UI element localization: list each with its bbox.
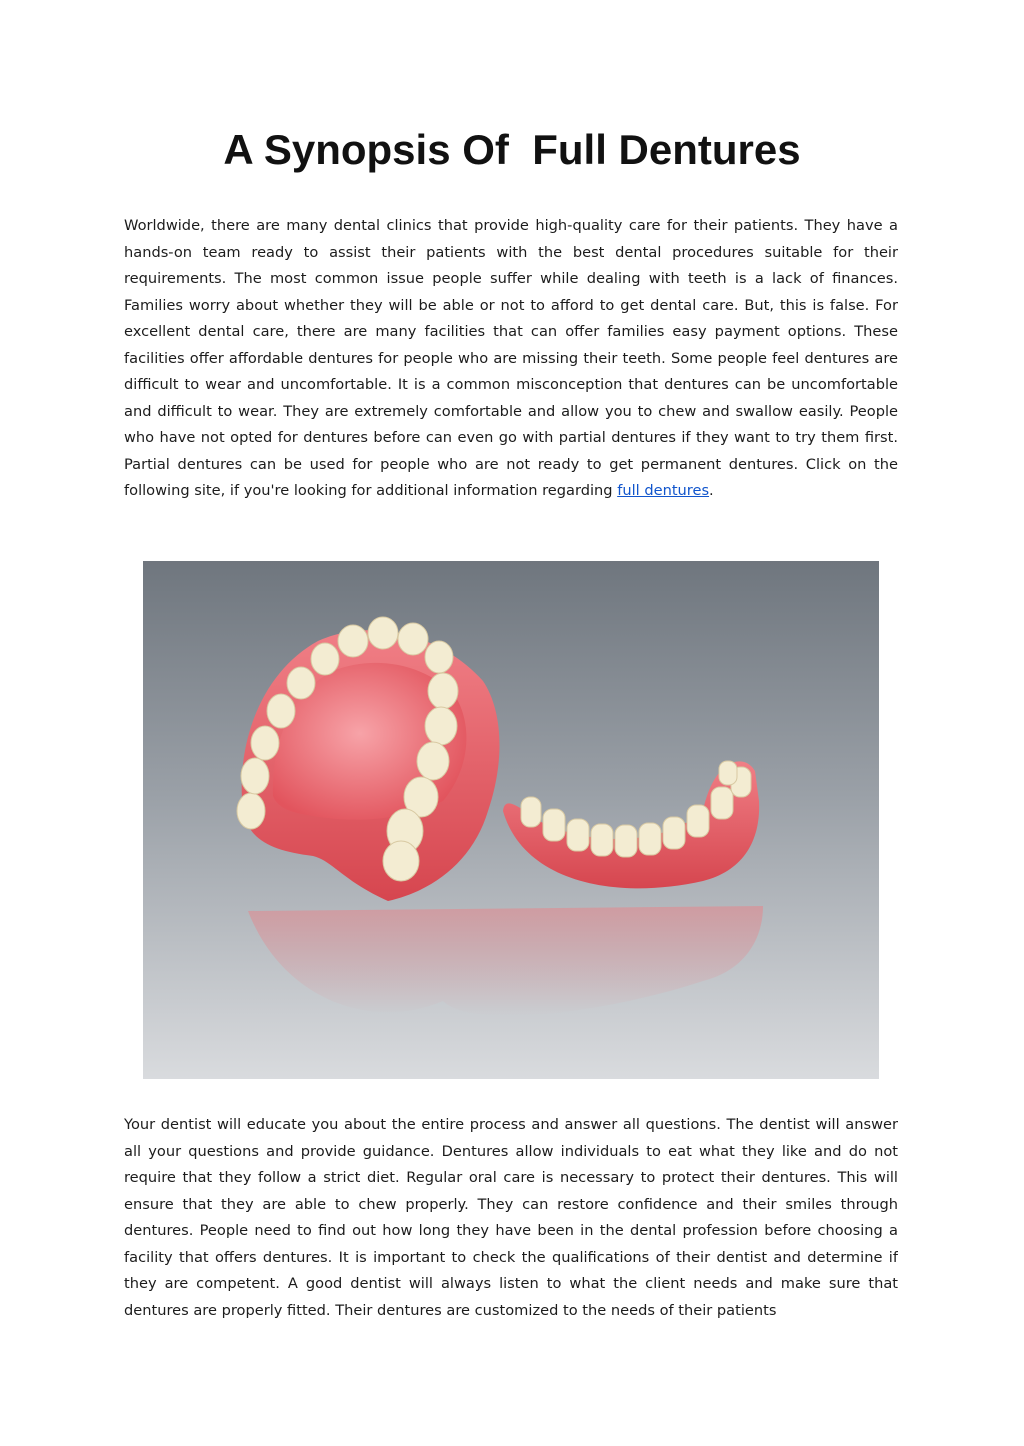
paragraph-body: Your dentist will educate you about the entire process and answer all questions. The dentist will answer all your questions and provide guidance. Dentures allow individuals to eat what they like and do not require that they follow a strict diet. Regular oral care is necessary to protect their dentures. This will ensure that they are able to chew properly. They can restore confidence and their smiles through dentures. People need to find out how long they have been in the dental profession before choosing a facility that offers dentures. It is important to check the qualifications of their dentist and determine if they are competent. A good dentist will always listen to what the client needs and make sure that dentures are properly fitted. Their dentures are customized to the needs of their patients <box>124 1116 898 1319</box>
paragraph-intro-text: Worldwide, there are many dental clinics that provide high-quality care for their patients. They have a hands-on team ready to assist their patients with the best dental procedures suitable for their requirements. The most common issue people suffer while dealing with teeth is a lack of finances. Families worry about whether they will be able or not to afford to get dental care. But, this is false. For excellent dental care, there are many facilities that can offer families easy payment options. These facilities offer affordable dentures for people who are missing their teeth. Some people feel dentures are difficult to wear and uncomfortable. It is a common misconception that dentures can be uncomfortable and difficult to wear. They are extremely comfortable and allow you to chew and swallow easily. People who have not opted for dentures before can even go with partial dentures if they want to try them first. Partial dentures can be used for people who are not ready to get permanent dentures. Click on the following site, if you're looking for additional information regarding <box>124 217 898 499</box>
paragraph-intro <box>124 213 898 505</box>
paragraph-intro-end: . <box>709 482 714 499</box>
dentures-photo <box>143 561 879 1079</box>
full-dentures-link[interactable]: full dentures <box>617 482 710 499</box>
document-title: A Synopsis Of Full Dentures <box>223 126 801 173</box>
